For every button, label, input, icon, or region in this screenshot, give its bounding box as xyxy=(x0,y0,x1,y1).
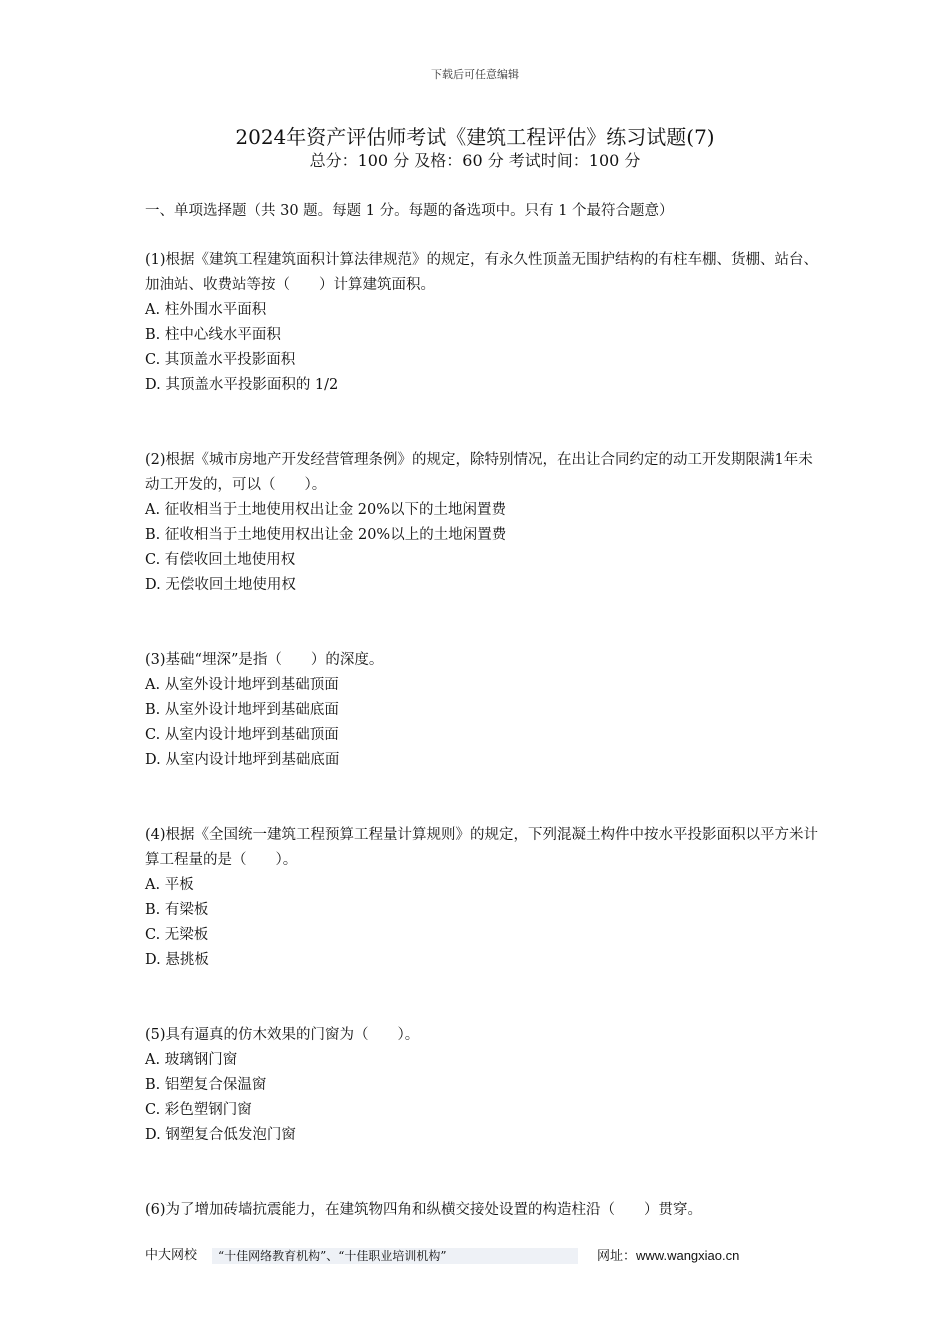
option-c: C. 其顶盖水平投影面积 xyxy=(145,352,296,368)
option-b: B. 铝塑复合保温窗 xyxy=(145,1077,267,1093)
question-item xyxy=(145,823,825,973)
option-a: A. 平板 xyxy=(145,877,194,893)
question-spacer xyxy=(145,598,825,648)
question-item xyxy=(145,1023,825,1148)
question-stem: (1)根据《建筑工程建筑面积计算法律规范》的规定，有永久性顶盖无围护结构的有柱车棚、货棚、站台、加油站、收费站等按（ ）计算建筑面积。 xyxy=(145,252,819,293)
question-spacer xyxy=(145,973,825,1023)
question-item xyxy=(145,1198,825,1223)
question-stem: (4)根据《全国统一建筑工程预算工程量计算规则》的规定，下列混凝土构件中按水平投影面积以平方米计算工程量的是（ ）。 xyxy=(145,827,819,868)
option-b: B. 有梁板 xyxy=(145,902,209,918)
question-item xyxy=(145,448,825,598)
option-b: B. 从室外设计地坪到基础底面 xyxy=(145,702,339,718)
option-d: D. 从室内设计地坪到基础底面 xyxy=(145,752,340,768)
option-d: D. 无偿收回土地使用权 xyxy=(145,577,296,593)
footer-website-label: 网址： xyxy=(597,1249,637,1264)
option-b: B. 征收相当于土地使用权出让金 20%以上的土地闲置费 xyxy=(145,527,507,543)
section-heading: 一、单项选择题（共 30 题。每题 1 分。每题的备选项中。只有 1 个最符合题意） xyxy=(145,203,674,219)
option-c: C. 从室内设计地坪到基础顶面 xyxy=(145,727,339,743)
question-spacer xyxy=(145,1148,825,1198)
question-item xyxy=(145,248,825,398)
footer-slogan: “十佳网络教育机构”、“十佳职业培训机构” xyxy=(212,1248,578,1264)
option-a: A. 玻璃钢门窗 xyxy=(145,1052,238,1068)
option-a: A. 从室外设计地坪到基础顶面 xyxy=(145,677,339,693)
option-d: D. 钢塑复合低发泡门窗 xyxy=(145,1127,296,1143)
option-c: C. 有偿收回土地使用权 xyxy=(145,552,296,568)
option-c: C. 无梁板 xyxy=(145,927,209,943)
question-item xyxy=(145,648,825,773)
option-a: A. 征收相当于土地使用权出让金 20%以下的土地闲置费 xyxy=(145,502,507,518)
footer-website xyxy=(597,1246,739,1267)
option-a: A. 柱外围水平面积 xyxy=(145,302,267,318)
question-list xyxy=(145,248,825,1223)
option-b: B. 柱中心线水平面积 xyxy=(145,327,281,343)
question-stem: (5)具有逼真的仿木效果的门窗为（ ）。 xyxy=(145,1027,420,1043)
exam-meta: 总分：100 分 及格：60 分 考试时间：100 分 xyxy=(309,151,641,170)
question-spacer xyxy=(145,773,825,823)
page-header-note: 下载后可任意编辑 xyxy=(431,68,519,81)
question-stem: (6)为了增加砖墙抗震能力，在建筑物四角和纵横交接处设置的构造柱沿（ ）贯穿。 xyxy=(145,1202,703,1218)
document-title: 2024年资产评估师考试《建筑工程评估》练习试题(7) xyxy=(235,125,715,149)
question-stem: (2)根据《城市房地产开发经营管理条例》的规定，除特别情况，在出让合同约定的动工开发期限满1年未动工开发的，可以（ ）。 xyxy=(145,452,813,493)
footer-website-link[interactable]: www.wangxiao.cn xyxy=(636,1248,740,1263)
footer-school-name: 中大网校 xyxy=(145,1248,198,1263)
page-footer xyxy=(145,1246,805,1266)
option-d: D. 其顶盖水平投影面积的 1/2 xyxy=(145,377,339,393)
option-d: D. 悬挑板 xyxy=(145,952,209,968)
question-stem: (3)基础“埋深”是指（ ）的深度。 xyxy=(145,652,384,668)
question-spacer xyxy=(145,398,825,448)
option-c: C. 彩色塑钢门窗 xyxy=(145,1102,252,1118)
